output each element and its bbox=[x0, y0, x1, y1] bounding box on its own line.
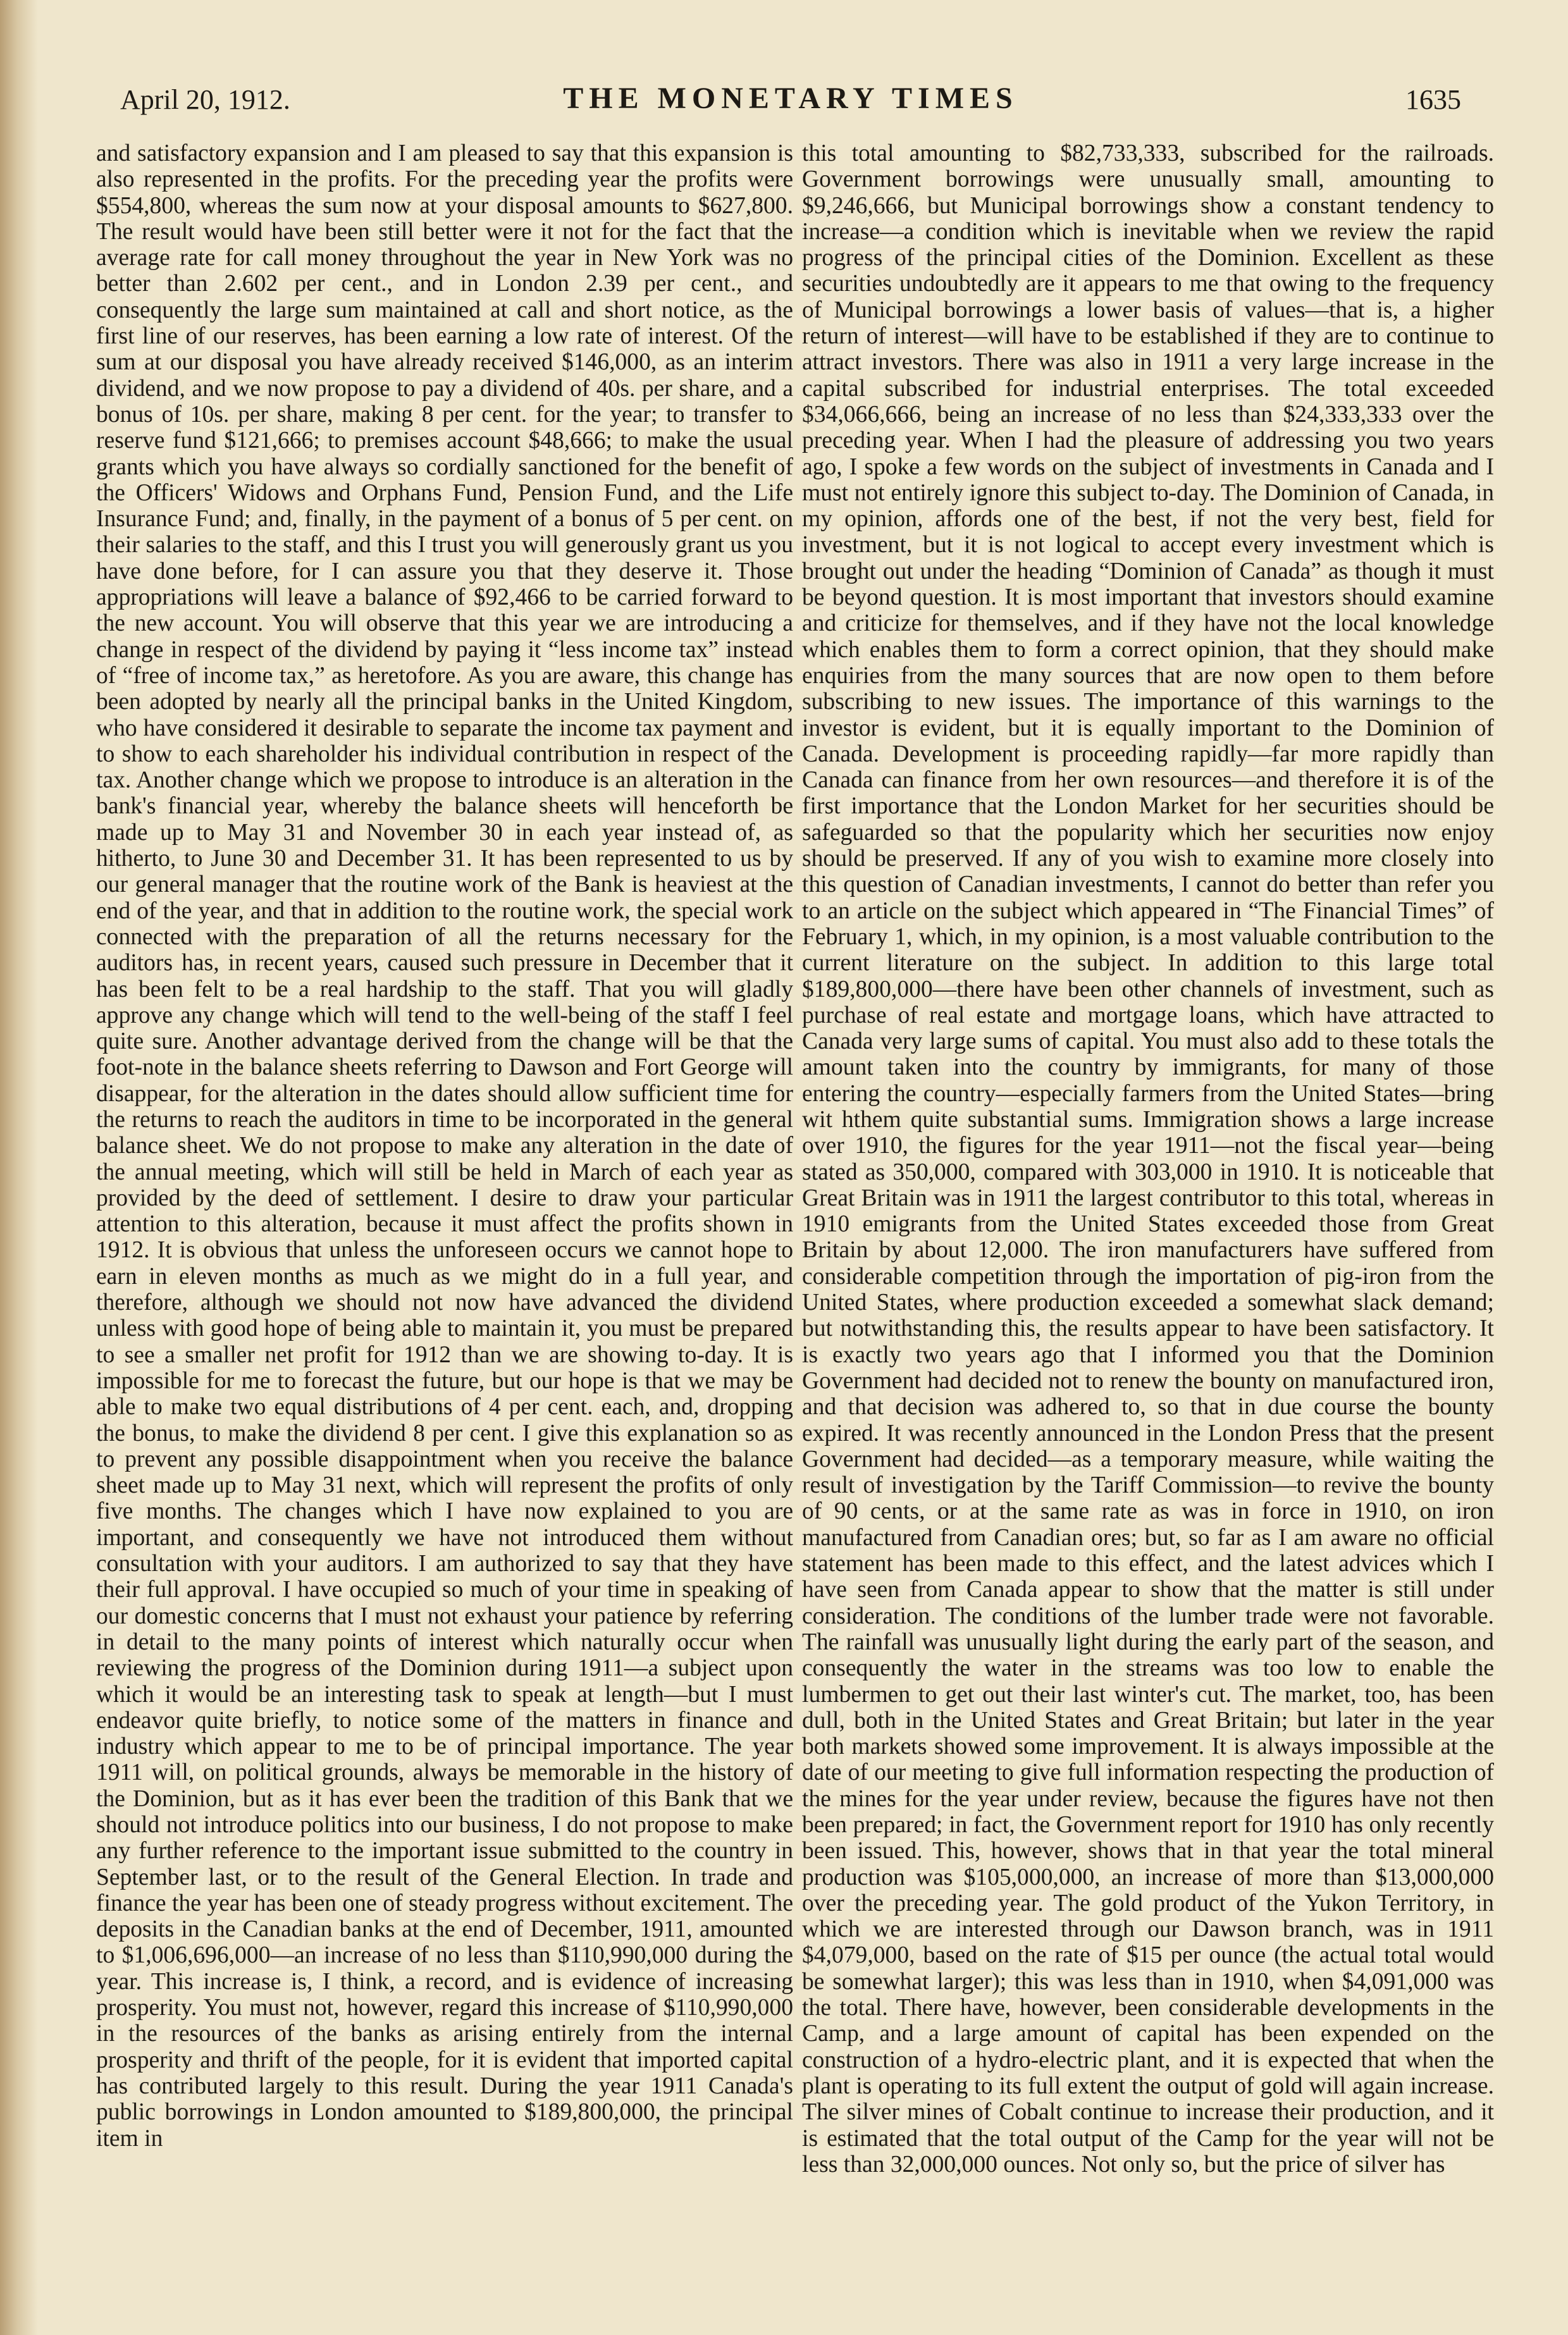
left-column-text: and satisfactory expansion and I am pleased to say that this expansion is also represented in the profits. For the preceding year the profits were $554,800, whereas the sum now at your disposal amounts to $627,800. The result would have been still better were it not for the fact that the average rate for call money throughout the year in New York was no better than 2.602 per cent., and in London 2.39 per cent., and consequently the large sum maintained at call and short notice, as the first line of our reserves, has been earning a low rate of interest. Of the sum at our disposal you have already received $146,000, as an interim dividend, and we now propose to pay a dividend of 40s. per share, and a bonus of 10s. per share, making 8 per cent. for the year; to transfer to reserve fund $121,666; to premises account $48,666; to make the usual grants which you have always so cordially sanctioned for the benefit of the Officers' Widows and Orphans Fund, Pension Fund, and the Life Insurance Fund; and, finally, in the payment of a bonus of 5 per cent. on their salaries to the staff, and this I trust you will generously grant us you have done before, for I can assure you that they deserve it. Those appropriations will leave a balance of $92,466 to be carried forward to the new account. You will observe that this year we are introducing a change in respect of the dividend by paying it “less income tax” instead of “free of income tax,” as heretofore. As you are aware, this change has been adopted by nearly all the principal banks in the United Kingdom, who have considered it desirable to separate the income tax payment and to show to each shareholder his individual contribution in respect of the tax. Another change which we propose to introduce is an alteration in the bank's financial year, whereby the balance sheets will henceforth be made up to May 31 and November 30 in each year instead of, as hitherto, to June 30 and December 31. It has been represented to us by our general manager that the routine work of the Bank is heaviest at the end of the year, and that in addition to the routine work, the special work connected with the preparation of all the returns necessary for the auditors has, in recent years, caused such pressure in December that it has been felt to be a real hardship to the staff. That you will gladly approve any change which will tend to the well-being of the staff I feel quite sure. Another advantage derived from the change will be that the foot-note in the balance sheets referring to Dawson and Fort George will disappear, for the alteration in the dates should allow sufficient time for the returns to reach the auditors in time to be incorporated in the general balance sheet. We do not propose to make any alteration in the date of the annual meeting, which will still be held in March of each year as provided by the deed of settlement. I desire to draw your particular attention to this alteration, because it must affect the profits shown in 1912. It is obvious that unless the unforeseen occurs we cannot hope to earn in eleven months as much as we might do in a full year, and therefore, although we should not now have advanced the dividend unless with good hope of being able to maintain it, you must be prepared to see a smaller net profit for 1912 than we are showing to-day. It is impossible for me to forecast the future, but our hope is that we may be able to make two equal distributions of 4 per cent. each, and, dropping the bonus, to make the dividend 8 per cent. I give this explanation so as to prevent any possible disappointment when you receive the balance sheet made up to May 31 next, which will represent the profits of only five months. The changes which I have now explained to you are important, and consequently we have not introduced them without consultation with your auditors. I am authorized to say that they have their full approval. I have occupied so much of your time in speaking of our domestic concerns that I must not exhaust your patience by referring in detail to the many points of interest which naturally occur when reviewing the progress of the Dominion during 1911—a subject upon which it would be an interesting task to speak at length—but I must endeavor quite briefly, to notice some of the matters in finance and industry which appear to me to be of principal importance. The year 1911 will, on political grounds, always be memorable in the history of the Dominion, but as it has ever been the tradition of this Bank that we should not introduce politics into our business, I do not propose to make any further reference to the important issue submitted to the country in September last, or to the result of the General Election. In trade and finance the year has been one of steady progress without excitement. The deposits in the Canadian banks at the end of December, 1911, amounted to $1,006,696,000—an increase of no less than $110,990,000 during the year. This increase is, I think, a record, and is evidence of increasing prosperity. You must not, however, regard this increase of $110,990,000 in the resources of the banks as arising entirely from the internal prosperity and thrift of the people, for it is evident that imported capital has contributed largely to this result. During the year 1911 Canada's public borrowings in London amounted to $189,800,000, the principal item in bbox=[96, 140, 793, 2152]
publication-title: THE MONETARY TIMES bbox=[563, 82, 1018, 115]
page-binding-edge bbox=[0, 0, 38, 2335]
right-column-text: this total amounting to $82,733,333, subscribed for the railroads. Government borrowings were unusually small, amounting to $9,246,666, but Municipal borrowings show a constant tendency to increase—a condition which is inevitable when we review the rapid progress of the principal cities of the Dominion. Excellent as these securities undoubtedly are it appears to me that owing to the frequency of Municipal borrowings a lower basis of values—that is, a higher return of interest—will have to be established if they are to continue to attract investors. There was also in 1911 a very large increase in the capital subscribed for industrial enterprises. The total exceeded $34,066,666, being an increase of no less than $24,333,333 over the preceding year. When I had the pleasure of addressing you two years ago, I spoke a few words on the subject of investments in Canada and I must not entirely ignore this subject to-day. The Dominion of Canada, in my opinion, affords one of the best, if not the very best, field for investment, but it is not logical to accept every investment which is brought out under the heading “Dominion of Canada” as though it must be beyond question. It is most important that investors should examine and criticize for themselves, and if they have not the local knowledge which enables them to form a correct opinion, that they should make enquiries from the many sources that are now open to them before subscribing to new issues. The importance of this warnings to the investor is evident, but it is equally important to the Dominion of Canada. Development is proceeding rapidly—far more rapidly than Canada can finance from her own resources—and therefore it is of the first importance that the London Market for her securities should be safeguarded so that the popularity which her securities now enjoy should be preserved. If any of you wish to examine more closely into this question of Canadian investments, I cannot do better than refer you to an article on the subject which appeared in “The Financial Times” of February 1, which, in my opinion, is a most valuable contribution to the current literature on the subject. In addition to this large total $189,800,000—there have been other channels of investment, such as purchase of real estate and mortgage loans, which have attracted to Canada very large sums of capital. You must also add to these totals the amount taken into the country by immigrants, for many of those entering the country—especially farmers from the United States—bring wit hthem quite substantial sums. Immigration shows a large increase over 1910, the figures for the year 1911—not the fiscal year—being stated as 350,000, compared with 303,000 in 1910. It is noticeable that Great Britain was in 1911 the largest contributor to this total, whereas in 1910 emigrants from the United States exceeded those from Great Britain by about 12,000. The iron manufacturers have suffered from considerable competition through the importation of pig-iron from the United States, where production exceeded a somewhat slack demand; but notwithstanding this, the results appear to have been satisfactory. It is exactly two years ago that I informed you that the Dominion Government had decided not to renew the bounty on manufactured iron, and that decision was adhered to, so that in due course the bounty expired. It was recently announced in the London Press that the present Government had decided—as a temporary measure, while waiting the result of investigation by the Tariff Commission—to revive the bounty of 90 cents, or at the same rate as was in force in 1910, on iron manufactured from Canadian ores; but, so far as I am aware no official statement has been made to this effect, and the latest advices which I have seen from Canada appear to show that the matter is still under consideration. The conditions of the lumber trade were not favorable. The rainfall was unusually light during the early part of the season, and consequently the water in the streams was too low to enable the lumbermen to get out their last winter's cut. The market, too, has been dull, both in the United States and Great Britain; but later in the year both markets showed some improvement. It is always impossible at the date of our meeting to give full information respecting the production of the mines for the year under review, because the figures have not then been prepared; in fact, the Government report for 1910 has only recently been issued. This, however, shows that in that year the total mineral production was $105,000,000, an increase of more than $13,000,000 over the preceding year. The gold product of the Yukon Territory, in which we are interested through our Dawson branch, was in 1911 $4,079,000, based on the rate of $15 per ounce (the actual total would be somewhat larger); this was less than in 1910, when $4,091,000 was the total. There have, however, been considerable developments in the Camp, and a large amount of capital has been expended on the construction of a hydro-electric plant, and it is expected that when the plant is operating to its full extent the output of gold will again increase. The silver mines of Cobalt continue to increase their production, and it is estimated that the total output of the Camp for the year will not be less than 32,000,000 ounces. Not only so, but the price of silver has bbox=[802, 140, 1494, 2178]
left-column bbox=[96, 140, 793, 2303]
issue-date: April 20, 1912. bbox=[120, 84, 290, 115]
page-number: 1635 bbox=[1405, 84, 1461, 115]
page-header bbox=[120, 83, 1461, 121]
right-column bbox=[802, 140, 1494, 2303]
